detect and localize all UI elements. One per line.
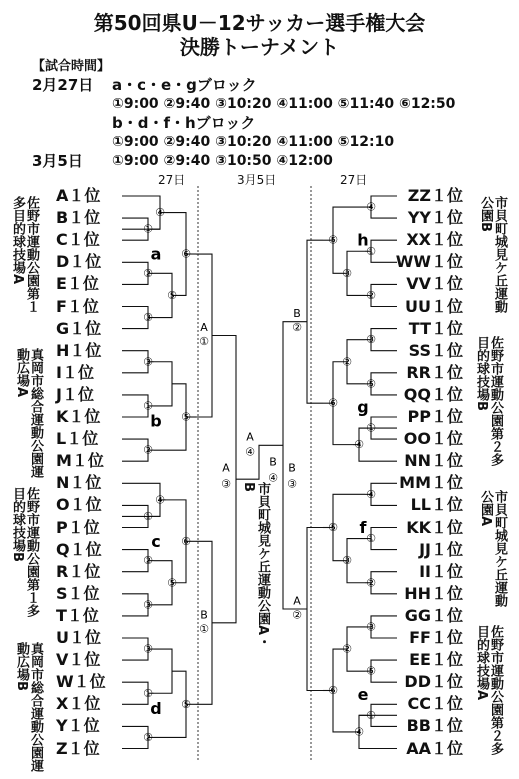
blk-d-m2-label: ⑤: [181, 697, 191, 711]
right-team-11: OO１位: [403, 429, 463, 449]
right-team-24: BB１位: [406, 716, 463, 736]
left-team-24: Y１位: [56, 716, 100, 736]
blk-d-m3-label: ②: [143, 730, 153, 744]
semi-left-bot-num: ①: [199, 622, 209, 636]
left-team-8: I１位: [56, 362, 94, 382]
venue-right-2: 佐野市運動公園第２多目的球技場B: [474, 336, 503, 466]
right-team-3: WW１位: [395, 252, 463, 272]
blk-a-m3-label: ②: [143, 266, 153, 280]
left-team-19: T１位: [56, 605, 99, 625]
final-A3: A: [222, 461, 230, 475]
blk-c-m4-label: ⑤: [167, 576, 177, 590]
left-team-13: N１位: [56, 473, 102, 493]
right-team-13: MM１位: [399, 473, 463, 493]
blk-f-m0-label: ④: [366, 487, 376, 501]
semi-right-top: [307, 240, 323, 403]
blk-d-m0-label: ③: [143, 642, 153, 656]
venue-left-3: 佐野市運動公園第１多目的球技場B: [10, 487, 39, 617]
schedule-times-3: ①9:00 ②9:40 ③10:50 ④12:00: [112, 153, 333, 169]
right-team-17: II１位: [419, 561, 463, 581]
blk-h-m0-label: ④: [366, 200, 376, 214]
left-team-22: W１位: [56, 672, 106, 692]
left-team-17: R１位: [56, 561, 101, 581]
left-team-25: Z１位: [56, 738, 100, 758]
blk-b-m3-label: ②: [143, 443, 153, 457]
blk-e-block-label: e: [357, 684, 369, 704]
blk-g-m5-label: ④: [354, 438, 364, 452]
blk-a-block-label: a: [150, 244, 162, 264]
right-team-12: NN１位: [404, 451, 463, 471]
right-team-19: GG１位: [404, 605, 463, 625]
right-team-23: CC１位: [407, 694, 463, 714]
semi-right-top-B: B: [293, 307, 301, 321]
blk-f-m1-label: ②: [366, 576, 376, 590]
blk-a-m2-label: ⑥: [181, 247, 191, 261]
blk-h-m1-label: ②: [366, 288, 376, 302]
blk-d-m2a-line: [154, 649, 172, 693]
final-A4-num: ④: [245, 445, 255, 459]
venue-right-3: 市貝町城見ケ丘運動公園A: [478, 490, 507, 607]
right-team-21: EE１位: [409, 650, 463, 670]
left-team-12: M１位: [56, 451, 104, 471]
right-team-22: DD１位: [404, 672, 463, 692]
blk-g-m0-label: ③: [366, 333, 376, 347]
left-team-18: S１位: [56, 583, 100, 603]
left-team-6: G１位: [56, 318, 102, 338]
blk-f-m2-label: ⑤: [328, 521, 338, 534]
right-team-1: YY１位: [407, 208, 463, 228]
blk-c-m2-label: ⑥: [181, 534, 191, 548]
blk-b-m1-label: ①: [143, 399, 153, 413]
blk-c-m3-label: ②: [143, 554, 153, 568]
blk-e-m2-label: ①: [366, 708, 376, 722]
left-team-15: P１位: [56, 517, 100, 537]
date-header-right: 27日: [340, 173, 368, 187]
blk-e-m5-label: ④: [354, 725, 364, 739]
left-team-7: H１位: [56, 340, 102, 360]
blk-e-m5-line: [359, 715, 397, 748]
right-team-5: UU１位: [405, 296, 463, 316]
right-team-14: LL１位: [410, 495, 463, 515]
blk-b-m0-label: ③: [143, 355, 153, 369]
right-team-0: ZZ１位: [407, 186, 463, 205]
page-subtitle: 決勝トーナメント: [179, 35, 340, 59]
blk-f-block-label: f: [359, 518, 367, 537]
blk-d-block-label: d: [150, 698, 162, 718]
blk-d-m1-label: ①: [143, 686, 153, 700]
final-B3: B: [288, 461, 296, 475]
right-team-4: VV１位: [406, 274, 463, 294]
date-header-left: 27日: [158, 173, 186, 187]
left-team-0: A１位: [56, 186, 101, 205]
final-A4: A: [246, 430, 254, 444]
page-title: 第50回県U－12サッカー選手権大会: [93, 11, 426, 35]
venue-left-4: 真岡市総合運動公園運動広場B: [14, 642, 43, 772]
schedule-date-1: 2月27日: [32, 76, 94, 94]
final-B3-num: ③: [287, 477, 297, 491]
right-team-16: JJ１位: [419, 539, 463, 559]
blk-c-m0-label: ④: [155, 493, 165, 507]
blk-b-block-label: b: [150, 411, 162, 431]
final-B4: B: [269, 455, 277, 469]
right-team-9: QQ１位: [403, 384, 463, 404]
blk-g-m5-line: [359, 428, 397, 461]
venue-left-1: 佐野市運動公園第１多目的球技場A: [10, 196, 39, 313]
right-team-10: PP１位: [407, 407, 463, 426]
blk-a-m1-label: ①: [143, 222, 153, 236]
blk-g-mf-label: ⑥: [328, 396, 338, 410]
semi-right-top-num: ②: [292, 321, 302, 335]
left-team-3: D１位: [56, 252, 102, 272]
schedule-heading: 【試合時間】: [32, 59, 111, 74]
blk-b-m2a-line: [154, 362, 172, 406]
schedule-group-2: b・d・f・hブロック: [112, 114, 256, 132]
venue-right-4: 佐野市運動公園第２多目的球技場A: [474, 625, 503, 755]
blk-g-m2-label: ①: [366, 421, 376, 435]
left-team-23: X１位: [56, 694, 101, 714]
schedule-times-2: ①9:00 ②9:40 ③10:20 ④11:00 ⑤12:10: [112, 134, 395, 150]
left-team-5: F１位: [56, 296, 99, 316]
blk-e-mq-label: ②: [342, 642, 352, 656]
right-team-2: XX１位: [406, 230, 463, 250]
right-team-7: SS１位: [408, 340, 463, 360]
date-header-center: 3月5日: [237, 173, 277, 187]
left-team-20: U１位: [56, 628, 101, 647]
semi-left-bot-B: B: [200, 608, 208, 622]
blk-c-block-label: c: [151, 531, 161, 551]
left-team-2: C１位: [56, 230, 100, 250]
blk-e-m1-label: ⑤: [366, 664, 376, 678]
blk-h-m4-label: ③: [342, 266, 352, 280]
blk-a-m4-label: ⑤: [167, 288, 177, 302]
right-team-15: KK１位: [406, 517, 463, 537]
left-team-9: J１位: [56, 384, 94, 404]
schedule-times-1: ①9:00 ②9:40 ③10:20 ④11:00 ⑤11:40 ⑥12:50: [112, 96, 456, 112]
left-team-11: L１位: [56, 429, 99, 449]
final-B4-num: ④: [268, 471, 278, 485]
schedule-group-1: a・c・e・gブロック: [112, 76, 257, 94]
blk-g-m1-label: ⑤: [366, 377, 376, 391]
blk-a-m5-label: ③: [143, 311, 153, 325]
blk-e-m0-label: ③: [366, 620, 376, 634]
semi-right-bot: [307, 528, 323, 691]
left-team-21: V１位: [56, 650, 101, 670]
semi-right-bot-num: ②: [292, 608, 302, 622]
blk-c-m5-label: ③: [143, 598, 153, 612]
blk-c-m1-label: ①: [143, 509, 153, 523]
right-team-20: FF１位: [409, 628, 463, 647]
venue-center: 市貝町城見ケ丘運動公園A・B: [241, 482, 270, 649]
left-team-10: K１位: [56, 407, 101, 426]
semi-left-top-A: A: [200, 321, 208, 335]
left-team-1: B１位: [56, 208, 101, 228]
right-team-6: TT１位: [408, 318, 463, 338]
blk-g-block-label: g: [357, 397, 369, 417]
blk-h-m3-label: ①: [366, 244, 376, 258]
blk-h-block-label: h: [357, 230, 369, 250]
semi-left-top-num: ①: [199, 335, 209, 349]
left-team-16: Q１位: [56, 539, 102, 559]
right-team-25: AA１位: [406, 738, 463, 758]
venue-right-1: 市貝町城見ケ丘運動公園B: [478, 196, 507, 313]
right-team-18: HH１位: [404, 583, 463, 603]
left-team-14: O１位: [56, 495, 102, 515]
blk-a-m0-label: ④: [155, 206, 165, 220]
semi-right-bot-A: A: [293, 594, 301, 608]
blk-h-m2-label: ⑤: [328, 233, 338, 247]
final-A3-num: ③: [221, 477, 231, 491]
blk-e-mf-label: ⑥: [328, 683, 338, 697]
left-team-4: E１位: [56, 274, 99, 294]
blk-f-m4-label: ③: [342, 554, 352, 568]
venue-left-2: 真岡市総合運動公園運動広場A: [14, 348, 43, 478]
blk-f-m3-label: ①: [366, 532, 376, 546]
blk-g-mq-label: ②: [342, 355, 352, 369]
schedule-date-2: 3月5日: [32, 152, 83, 170]
blk-b-m2-label: ⑤: [181, 410, 191, 424]
right-team-8: RR１位: [406, 362, 463, 382]
